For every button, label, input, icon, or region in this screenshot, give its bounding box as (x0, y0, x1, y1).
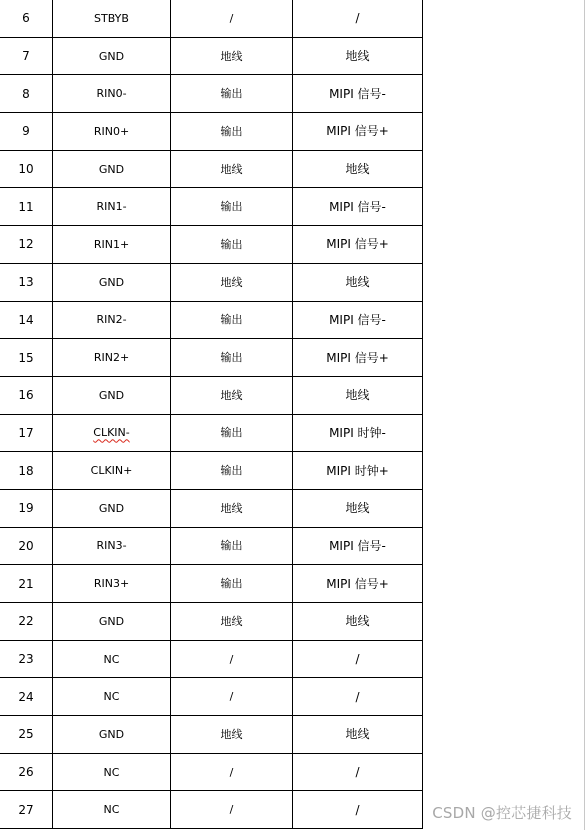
description-cell-text: 地线 (345, 501, 370, 516)
signal-name-cell (53, 263, 171, 301)
io-type-cell-text: / (229, 11, 234, 25)
signal-name-cell-text: NC (103, 803, 120, 817)
io-type-cell-text: 输出 (220, 87, 243, 101)
io-type-cell-text: 输出 (220, 539, 243, 553)
table-row (0, 489, 423, 527)
description-cell-text: MIPI 信号+ (326, 124, 389, 139)
signal-name-cell (53, 716, 171, 754)
pin-number-cell (0, 188, 53, 226)
signal-name-cell (53, 753, 171, 791)
signal-name-cell (53, 113, 171, 151)
io-type-cell (171, 603, 293, 641)
signal-name-cell (53, 489, 171, 527)
signal-name-cell (53, 640, 171, 678)
io-type-cell-text: / (229, 690, 234, 704)
signal-name-cell-text: RIN1+ (93, 237, 130, 251)
signal-name-cell (53, 150, 171, 188)
io-type-cell-text: 地线 (220, 275, 243, 289)
description-cell (293, 452, 423, 490)
signal-name-cell-text: RIN3- (96, 539, 127, 553)
pin-number-cell (0, 603, 53, 641)
description-cell (293, 37, 423, 75)
table-row (0, 226, 423, 264)
io-type-cell (171, 753, 293, 791)
description-cell (293, 753, 423, 791)
description-cell (293, 339, 423, 377)
pin-number-cell (0, 791, 53, 829)
signal-name-cell (53, 452, 171, 490)
pin-number-cell (0, 339, 53, 377)
signal-name-cell-text: CLKIN- (93, 426, 130, 440)
pin-number-cell (0, 565, 53, 603)
table-row (0, 263, 423, 301)
io-type-cell-text: 输出 (220, 426, 243, 440)
signal-name-cell-text: RIN3+ (93, 577, 130, 591)
pin-number-cell-text: 6 (22, 11, 30, 26)
table-row (0, 640, 423, 678)
pin-number-cell-text: 11 (18, 199, 34, 214)
description-cell (293, 414, 423, 452)
table-row (0, 150, 423, 188)
description-cell (293, 603, 423, 641)
table-row (0, 113, 423, 151)
signal-name-cell-text: RIN0- (96, 87, 127, 101)
signal-name-cell-text: RIN2+ (93, 351, 130, 365)
description-cell-text: MIPI 信号+ (326, 576, 389, 591)
signal-name-cell (53, 301, 171, 339)
pin-number-cell-text: 22 (18, 614, 34, 629)
io-type-cell-text: 输出 (220, 200, 243, 214)
io-type-cell (171, 75, 293, 113)
description-cell (293, 301, 423, 339)
description-cell-text: MIPI 信号- (329, 199, 386, 214)
pin-number-cell (0, 678, 53, 716)
pin-number-cell-text: 16 (18, 388, 34, 403)
pin-number-cell (0, 527, 53, 565)
pin-number-cell (0, 226, 53, 264)
signal-name-cell-text: GND (98, 275, 125, 289)
pin-number-cell-text: 13 (18, 275, 34, 290)
pin-number-cell-text: 24 (18, 689, 34, 704)
pin-number-cell-text: 20 (18, 538, 34, 553)
pin-number-cell (0, 414, 53, 452)
io-type-cell-text: 输出 (220, 577, 243, 591)
pin-number-cell-text: 8 (22, 86, 30, 101)
signal-name-cell (53, 791, 171, 829)
pin-number-cell-text: 17 (18, 425, 34, 440)
table-row (0, 452, 423, 490)
io-type-cell-text: 输出 (220, 313, 243, 327)
io-type-cell-text: / (229, 765, 234, 779)
io-type-cell (171, 37, 293, 75)
signal-name-cell (53, 565, 171, 603)
description-cell-text: / (355, 802, 360, 817)
signal-name-cell (53, 527, 171, 565)
pin-number-cell-text: 9 (22, 124, 30, 139)
table-row (0, 527, 423, 565)
page-edge-divider (584, 0, 585, 830)
io-type-cell (171, 150, 293, 188)
signal-name-cell-text: GND (98, 614, 125, 628)
table-row (0, 716, 423, 754)
signal-name-cell-text: STBYB (94, 11, 129, 25)
io-type-cell (171, 678, 293, 716)
description-cell-text: / (355, 652, 360, 667)
io-type-cell (171, 376, 293, 414)
description-cell (293, 565, 423, 603)
signal-name-cell (53, 37, 171, 75)
signal-name-cell-text: RIN2- (96, 313, 127, 327)
table-row (0, 791, 423, 829)
table-row (0, 678, 423, 716)
io-type-cell-text: 地线 (220, 614, 243, 628)
description-cell-text: MIPI 时钟- (329, 425, 386, 440)
pin-number-cell (0, 489, 53, 527)
description-cell-text: / (355, 765, 360, 780)
pin-number-cell (0, 263, 53, 301)
io-type-cell (171, 0, 293, 37)
description-cell (293, 188, 423, 226)
io-type-cell (171, 565, 293, 603)
description-cell (293, 489, 423, 527)
description-cell (293, 75, 423, 113)
signal-name-cell-text: NC (103, 690, 120, 704)
signal-name-cell (53, 339, 171, 377)
pin-number-cell (0, 640, 53, 678)
description-cell (293, 226, 423, 264)
pin-number-cell (0, 150, 53, 188)
description-cell-text: 地线 (345, 388, 370, 403)
pin-number-cell (0, 0, 53, 37)
io-type-cell (171, 640, 293, 678)
pin-number-cell-text: 15 (18, 350, 34, 365)
signal-name-cell-text: GND (98, 162, 125, 176)
io-type-cell-text: 输出 (220, 124, 243, 138)
table-row (0, 603, 423, 641)
signal-name-cell (53, 226, 171, 264)
description-cell-text: MIPI 时钟+ (326, 463, 389, 478)
pin-number-cell-text: 21 (18, 576, 34, 591)
pin-number-cell (0, 301, 53, 339)
signal-name-cell-text: GND (98, 501, 125, 515)
signal-name-cell (53, 75, 171, 113)
io-type-cell (171, 301, 293, 339)
description-cell (293, 678, 423, 716)
signal-name-cell (53, 376, 171, 414)
io-type-cell (171, 188, 293, 226)
description-cell-text: 地线 (345, 49, 370, 64)
table-row (0, 0, 423, 37)
signal-name-cell-text: GND (98, 49, 125, 63)
io-type-cell-text: / (229, 652, 234, 666)
io-type-cell-text: 输出 (220, 351, 243, 365)
signal-name-cell-text: GND (98, 727, 125, 741)
io-type-cell (171, 339, 293, 377)
io-type-cell (171, 226, 293, 264)
io-type-cell (171, 791, 293, 829)
io-type-cell-text: 地线 (220, 727, 243, 741)
description-cell-text: 地线 (345, 162, 370, 177)
signal-name-cell-text: GND (98, 388, 125, 402)
signal-name-cell-text: RIN1- (96, 200, 127, 214)
pin-number-cell (0, 113, 53, 151)
description-cell (293, 376, 423, 414)
io-type-cell (171, 489, 293, 527)
io-type-cell-text: 输出 (220, 464, 243, 478)
pin-number-cell-text: 25 (18, 727, 34, 742)
table-row (0, 75, 423, 113)
io-type-cell-text: 地线 (220, 162, 243, 176)
table-row (0, 753, 423, 791)
description-cell (293, 527, 423, 565)
io-type-cell-text: 地线 (220, 388, 243, 402)
description-cell (293, 791, 423, 829)
pin-number-cell (0, 716, 53, 754)
signal-name-cell-text: NC (103, 652, 120, 666)
pin-number-cell (0, 37, 53, 75)
description-cell (293, 716, 423, 754)
table-row (0, 414, 423, 452)
description-cell-text: MIPI 信号- (329, 86, 386, 101)
pin-number-cell-text: 7 (22, 49, 30, 64)
table-row (0, 376, 423, 414)
pin-number-cell-text: 19 (18, 501, 34, 516)
description-cell-text: / (355, 689, 360, 704)
description-cell-text: 地线 (345, 614, 370, 629)
watermark-text: CSDN @控芯捷科技 (432, 804, 572, 822)
signal-name-cell-text: RIN0+ (93, 124, 130, 138)
pin-number-cell (0, 75, 53, 113)
table-row (0, 339, 423, 377)
signal-name-cell (53, 0, 171, 37)
description-cell (293, 0, 423, 37)
pin-number-cell (0, 376, 53, 414)
table-row (0, 37, 423, 75)
pin-number-cell-text: 18 (18, 463, 34, 478)
pin-number-cell (0, 753, 53, 791)
signal-name-cell-text: CLKIN+ (90, 464, 133, 478)
io-type-cell-text: / (229, 803, 234, 817)
description-cell-text: 地线 (345, 275, 370, 290)
signal-name-cell (53, 603, 171, 641)
pin-number-cell-text: 23 (18, 652, 34, 667)
description-cell (293, 263, 423, 301)
io-type-cell (171, 527, 293, 565)
description-cell-text: MIPI 信号+ (326, 350, 389, 365)
signal-name-cell (53, 188, 171, 226)
io-type-cell (171, 113, 293, 151)
description-cell-text: MIPI 信号- (329, 312, 386, 327)
pin-number-cell-text: 14 (18, 312, 34, 327)
io-type-cell (171, 716, 293, 754)
pin-number-cell-text: 12 (18, 237, 34, 252)
description-cell-text: 地线 (345, 727, 370, 742)
io-type-cell-text: 地线 (220, 501, 243, 515)
io-type-cell-text: 地线 (220, 49, 243, 63)
pin-number-cell-text: 26 (18, 765, 34, 780)
pin-number-cell-text: 27 (18, 802, 34, 817)
signal-name-cell-text: NC (103, 765, 120, 779)
description-cell-text: MIPI 信号- (329, 538, 386, 553)
pin-number-cell-text: 10 (18, 162, 34, 177)
io-type-cell (171, 452, 293, 490)
table-row (0, 188, 423, 226)
pin-number-cell (0, 452, 53, 490)
io-type-cell (171, 414, 293, 452)
io-type-cell (171, 263, 293, 301)
table-row (0, 301, 423, 339)
description-cell (293, 150, 423, 188)
table-row (0, 565, 423, 603)
description-cell-text: / (355, 11, 360, 26)
description-cell-text: MIPI 信号+ (326, 237, 389, 252)
signal-name-cell (53, 678, 171, 716)
signal-name-cell (53, 414, 171, 452)
io-type-cell-text: 输出 (220, 237, 243, 251)
description-cell (293, 640, 423, 678)
description-cell (293, 113, 423, 151)
